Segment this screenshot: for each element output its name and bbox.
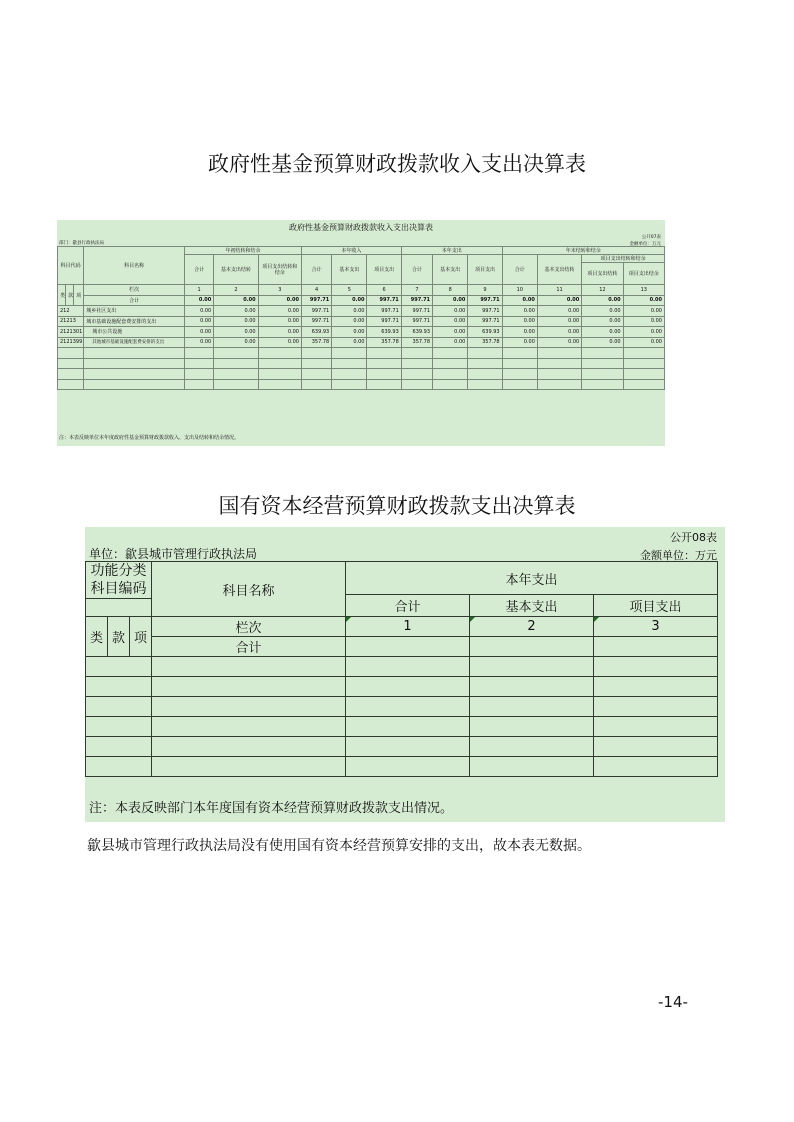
table1-cell: 357.78 [301,337,331,348]
table1-total-cell: 997.71 [468,295,502,306]
table1-name: 其他城市基础设施配套费安排的支出 [84,337,185,348]
table2-header-basic: 基本支出 [470,595,594,617]
table1-cell: 0.00 [185,337,214,348]
table1-code: 2121301 [58,327,84,338]
table1-header-begin-total: 合计 [185,255,214,285]
table1-code: 21213 [58,316,84,327]
table-row [58,316,665,327]
table1-header-end-total: 合计 [502,255,537,285]
table1-cell: 0.00 [433,306,468,317]
table1-cell: 0.00 [214,316,258,327]
table1-cell: 357.78 [367,337,401,348]
table1-header-begin: 年初结转和结余 [185,247,302,255]
table1-code: 2121399 [58,337,84,348]
table-row-empty [58,348,665,359]
page-title-state-capital: 国有资本经营预算财政拨款支出决算表 [218,494,576,518]
table1-cell: 0.00 [537,316,581,327]
table1-total-cell: 0.00 [258,295,301,306]
table-row-empty [86,757,718,777]
table1-cell: 357.78 [401,337,432,348]
table2-note: 注：本表反映部门本年度国有资本经营预算财政拨款支出情况。 [89,801,454,816]
table1-cell: 997.71 [401,306,432,317]
table1-cell: 0.00 [623,316,664,327]
table1-form-no: 公开07表 [641,235,661,240]
table1-cell: 0.00 [332,316,367,327]
table1-cell: 0.00 [258,316,301,327]
table1-cell: 997.71 [468,316,502,327]
table1-header-expense-basic: 基本支出 [433,255,468,285]
table1-cell: 0.00 [332,306,367,317]
table1-header-expense: 本年支出 [401,247,502,255]
table1-total-cell: 0.00 [332,295,367,306]
table1-caption: 政府性基金预算财政拨款收入支出决算表 [289,223,433,232]
table1-total-cell: 0.00 [185,295,214,306]
government-fund-table-panel [57,220,665,446]
table1-header-income: 本年收入 [301,247,401,255]
table1-cell: 0.00 [258,337,301,348]
table1-header-xiang: 项 [74,285,84,306]
table-row [58,306,665,317]
table1-index-num: 2 [214,285,258,296]
table1-total-cell: 997.71 [301,295,331,306]
table1-cell: 0.00 [214,306,258,317]
table1-name: 城市公共设施 [84,327,185,338]
table2-header-func-code-2: 科目编码 [90,581,147,597]
table1-cell: 997.71 [301,306,331,317]
table-row-empty [86,677,718,697]
table-row [58,337,665,348]
table1-cell: 0.00 [623,337,664,348]
table1-header-income-basic: 基本支出 [332,255,367,285]
table1-name: 城市基础设施配套费安排的支出 [84,316,185,327]
table1-total-cell: 0.00 [214,295,258,306]
table1-index-num: 11 [537,285,581,296]
table2-header-expense: 本年支出 [346,562,718,595]
table-row-empty [86,717,718,737]
table1-cell: 0.00 [258,306,301,317]
table1-header-end-project-group: 项目支出结转和结余 [582,255,665,263]
table1-cell: 0.00 [502,316,537,327]
table1-header-end-proj-carry: 项目支出结转 [582,263,623,285]
page-number: -14- [658,993,688,1011]
table1-note: 注：本表反映单位本年度政府性基金预算财政拨款收入、支出及结转和结余情况。 [59,435,240,441]
table1-name: 城乡社区支出 [84,306,185,317]
table2-index-num: 3 [594,617,718,637]
table1-cell: 0.00 [623,327,664,338]
table1-index-num: 9 [468,285,502,296]
table1-cell: 0.00 [502,337,537,348]
table1-header-income-total: 合计 [301,255,331,285]
table1-dept: 部门：歙县行政执法局 [59,241,104,246]
table1-cell: 357.78 [468,337,502,348]
table1-header-begin-basic: 基本支出结转 [214,255,258,285]
table1-header-expense-total: 合计 [401,255,432,285]
table2-form-no: 公开08表 [670,531,717,544]
table2-index-num: 1 [346,617,470,637]
table1-cell: 0.00 [537,337,581,348]
table1-cell: 0.00 [433,327,468,338]
explanation-text: 歙县城市管理行政执法局没有使用国有资本经营预算安排的支出，故本表无数据。 [87,838,591,854]
table1-cell: 639.93 [401,327,432,338]
table2-header-func-code [86,562,152,599]
table-row-empty [86,657,718,677]
government-fund-table [57,246,665,390]
table1-cell: 997.71 [301,316,331,327]
table1-amount-unit: 金额单位：万元 [629,242,661,247]
table2-header-func-code-1: 功能分类 [90,563,147,579]
table1-cell: 0.00 [582,337,623,348]
table-row-empty [86,737,718,757]
table1-header-expense-project: 项目支出 [468,255,502,285]
table2-amount-unit: 金额单位：万元 [640,549,717,562]
table1-index-num: 7 [401,285,432,296]
table1-cell: 997.71 [468,306,502,317]
state-capital-table-panel [85,527,725,822]
table1-cell: 0.00 [502,306,537,317]
table1-header-name: 科目名称 [84,247,185,285]
table1-cell: 0.00 [582,306,623,317]
table1-cell: 0.00 [214,327,258,338]
table1-header-end-basic: 基本支出结转 [537,255,581,285]
table2-unit: 单位：歙县城市管理行政执法局 [89,547,258,561]
table2-index-num: 2 [470,617,594,637]
table1-cell: 639.93 [468,327,502,338]
table2-header-xiang: 项 [130,617,152,657]
table1-total-cell: 0.00 [623,295,664,306]
table1-index-num: 5 [332,285,367,296]
table1-total-cell: 0.00 [502,295,537,306]
table1-index-num: 4 [301,285,331,296]
table1-cell: 0.00 [582,316,623,327]
table1-total-cell: 0.00 [537,295,581,306]
table1-cell: 0.00 [433,316,468,327]
table1-cell: 0.00 [537,327,581,338]
table1-index-num: 6 [367,285,401,296]
table-row-empty [58,379,665,390]
state-capital-table [85,561,718,777]
table1-cell: 0.00 [185,316,214,327]
table1-cell: 997.71 [367,316,401,327]
table1-cell: 639.93 [367,327,401,338]
table1-cell: 0.00 [502,327,537,338]
table1-header-end: 年末结转和结余 [502,247,664,255]
table1-index-num: 1 [185,285,214,296]
table2-index-label: 栏次 [152,617,346,637]
table2-total-label: 合计 [152,637,346,657]
table-row-empty [58,369,665,380]
table1-header-kuan: 款 [66,285,74,306]
table1-total-cell: 0.00 [582,295,623,306]
table1-index-num: 8 [433,285,468,296]
table1-cell: 0.00 [185,327,214,338]
table1-cell: 0.00 [258,327,301,338]
table-row-empty [86,697,718,717]
table1-total-cell: 997.71 [367,295,401,306]
table1-cell: 0.00 [537,306,581,317]
table1-header-income-project: 项目支出 [367,255,401,285]
table1-cell: 997.71 [367,306,401,317]
table1-index-num: 3 [258,285,301,296]
table1-code: 212 [58,306,84,317]
table1-cell: 0.00 [582,327,623,338]
table1-cell: 0.00 [332,337,367,348]
table2-header-name: 科目名称 [152,562,346,617]
table1-index-label: 栏次 [84,285,185,296]
table2-header-total: 合计 [346,595,470,617]
table1-total-label: 合计 [84,295,185,306]
table1-total-cell: 997.71 [401,295,432,306]
page-title-government-fund: 政府性基金预算财政拨款收入支出决算表 [208,152,586,176]
table1-index-num: 12 [582,285,623,296]
table1-index-num: 10 [502,285,537,296]
table1-header-begin-project: 项目支出结转和结余 [258,255,301,285]
table1-header-end-proj-surplus: 项目支出结余 [623,263,664,285]
table1-cell: 639.93 [301,327,331,338]
table1-cell: 0.00 [185,306,214,317]
table2-header-project: 项目支出 [594,595,718,617]
table1-cell: 0.00 [214,337,258,348]
table1-total-cell: 0.00 [433,295,468,306]
table1-cell: 0.00 [433,337,468,348]
table1-index-num: 13 [623,285,664,296]
table1-cell: 0.00 [332,327,367,338]
table-row-empty [58,358,665,369]
table1-cell: 997.71 [401,316,432,327]
table1-header-code: 科目代码 [58,247,84,285]
table2-header-kuan: 款 [108,617,130,657]
table1-cell: 0.00 [623,306,664,317]
table1-header-lei: 类 [58,285,66,306]
table-row [58,327,665,338]
table2-header-lei: 类 [86,617,108,657]
